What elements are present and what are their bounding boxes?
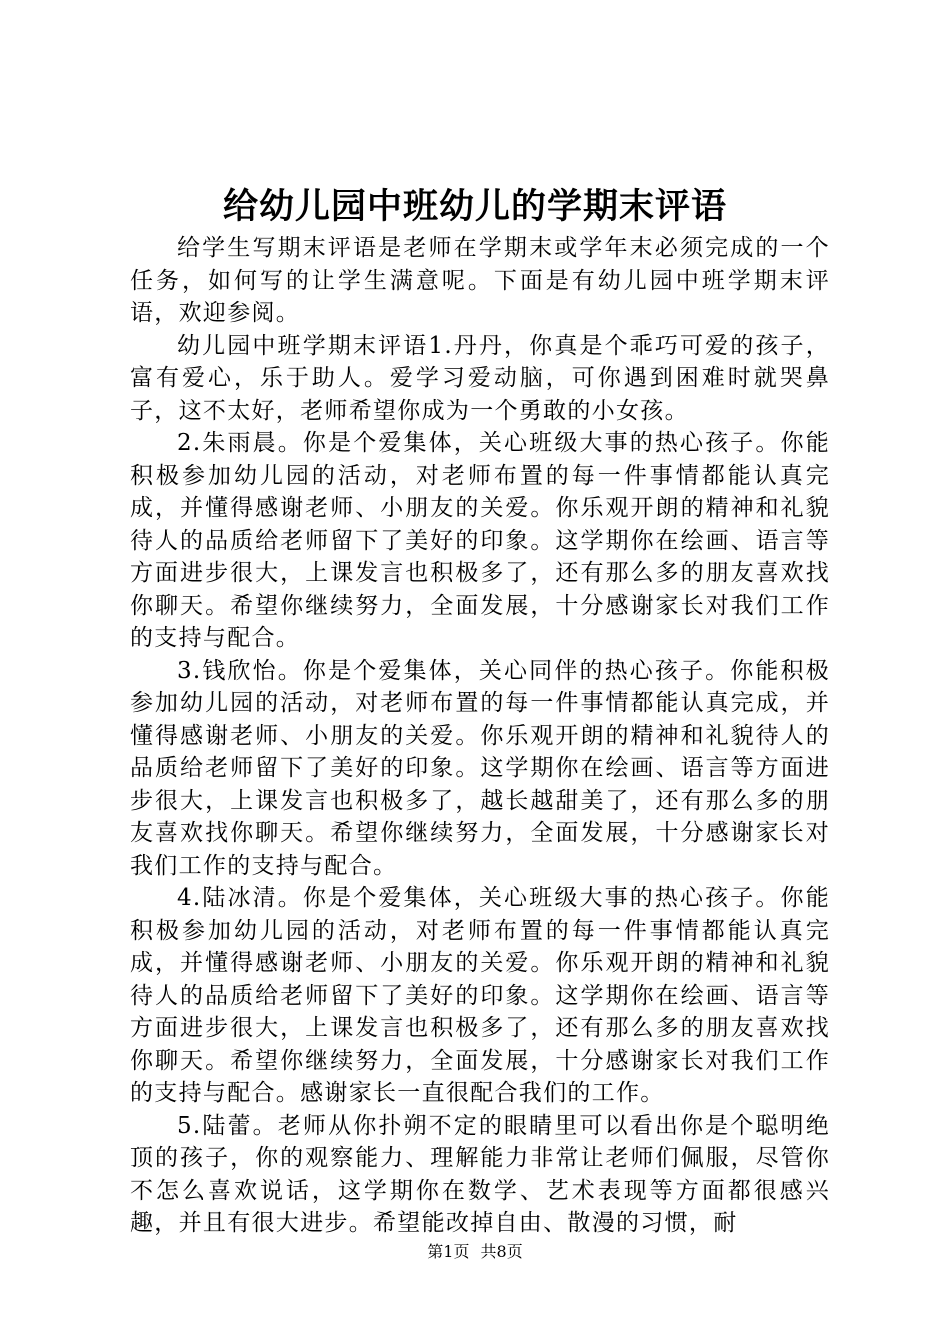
comment-paragraph-4: 4.陆冰清。你是个爱集体，关心班级大事的热心孩子。你能积极参加幼儿园的活动，对老师布置的每一件事情都能认真完成，并懂得感谢老师、小朋友的关爱。你乐观开朗的精神和礼貌待人的品质给老师留下了美好的印象。这学期你在绘画、语言等方面进步很大，上课发言也积极多了，还有那么多的朋友喜欢找你聊天。希望你继续努力，全面发展，十分感谢家长对我们工作的支持与配合。感谢家长一直很配合我们的工作。 — [130, 885, 830, 1106]
intro-paragraph: 给学生写期末评语是老师在学期末或学年末必须完成的一个任务，如何写的让学生满意呢。下面是有幼儿园中班学期末评语，欢迎参阅。 — [130, 235, 830, 326]
comment-paragraph-5: 5.陆蕾。老师从你扑朔不定的眼睛里可以看出你是个聪明绝顶的孩子，你的观察能力、理解能力非常让老师们佩服，尽管你不怎么喜欢说话，这学期你在数学、艺术表现等方面都很感兴趣，并且有很大进步。希望能改掉自由、散漫的习惯，耐 — [130, 1112, 830, 1236]
comment-paragraph-1: 幼儿园中班学期末评语1.丹丹，你真是个乖巧可爱的孩子，富有爱心，乐于助人。爱学习爱动脑，可你遇到困难时就哭鼻子，这不太好，老师希望你成为一个勇敢的小女孩。 — [130, 332, 830, 424]
page-number: 第1页 — [427, 1242, 470, 1261]
document-body — [130, 232, 830, 1240]
comment-paragraph-2: 2.朱雨晨。你是个爱集体，关心班级大事的热心孩子。你能积极参加幼儿园的活动，对老师布置的每一件事情都能认真完成，并懂得感谢老师、小朋友的关爱。你乐观开朗的精神和礼貌待人的品质给老师留下了美好的印象。这学期你在绘画、语言等方面进步很大，上课发言也积极多了，还有那么多的朋友喜欢找你聊天。希望你继续努力，全面发展，十分感谢家长对我们工作的支持与配合。 — [130, 430, 830, 651]
page-footer — [0, 1241, 950, 1263]
comment-paragraph-3: 3.钱欣怡。你是个爱集体，关心同伴的热心孩子。你能积极参加幼儿园的活动，对老师布置的每一件事情都能认真完成，并懂得感谢老师、小朋友的关爱。你乐观开朗的精神和礼貌待人的品质给老师留下了美好的印象。这学期你在绘画、语言等方面进步很大，上课发言也积极多了，越长越甜美了，还有那么多的朋友喜欢找你聊天。希望你继续努力，全面发展，十分感谢家长对我们工作的支持与配合。 — [130, 657, 830, 879]
document-title: 给幼儿园中班幼儿的学期末评语 — [222, 186, 727, 227]
page-total: 共8页 — [480, 1242, 523, 1261]
